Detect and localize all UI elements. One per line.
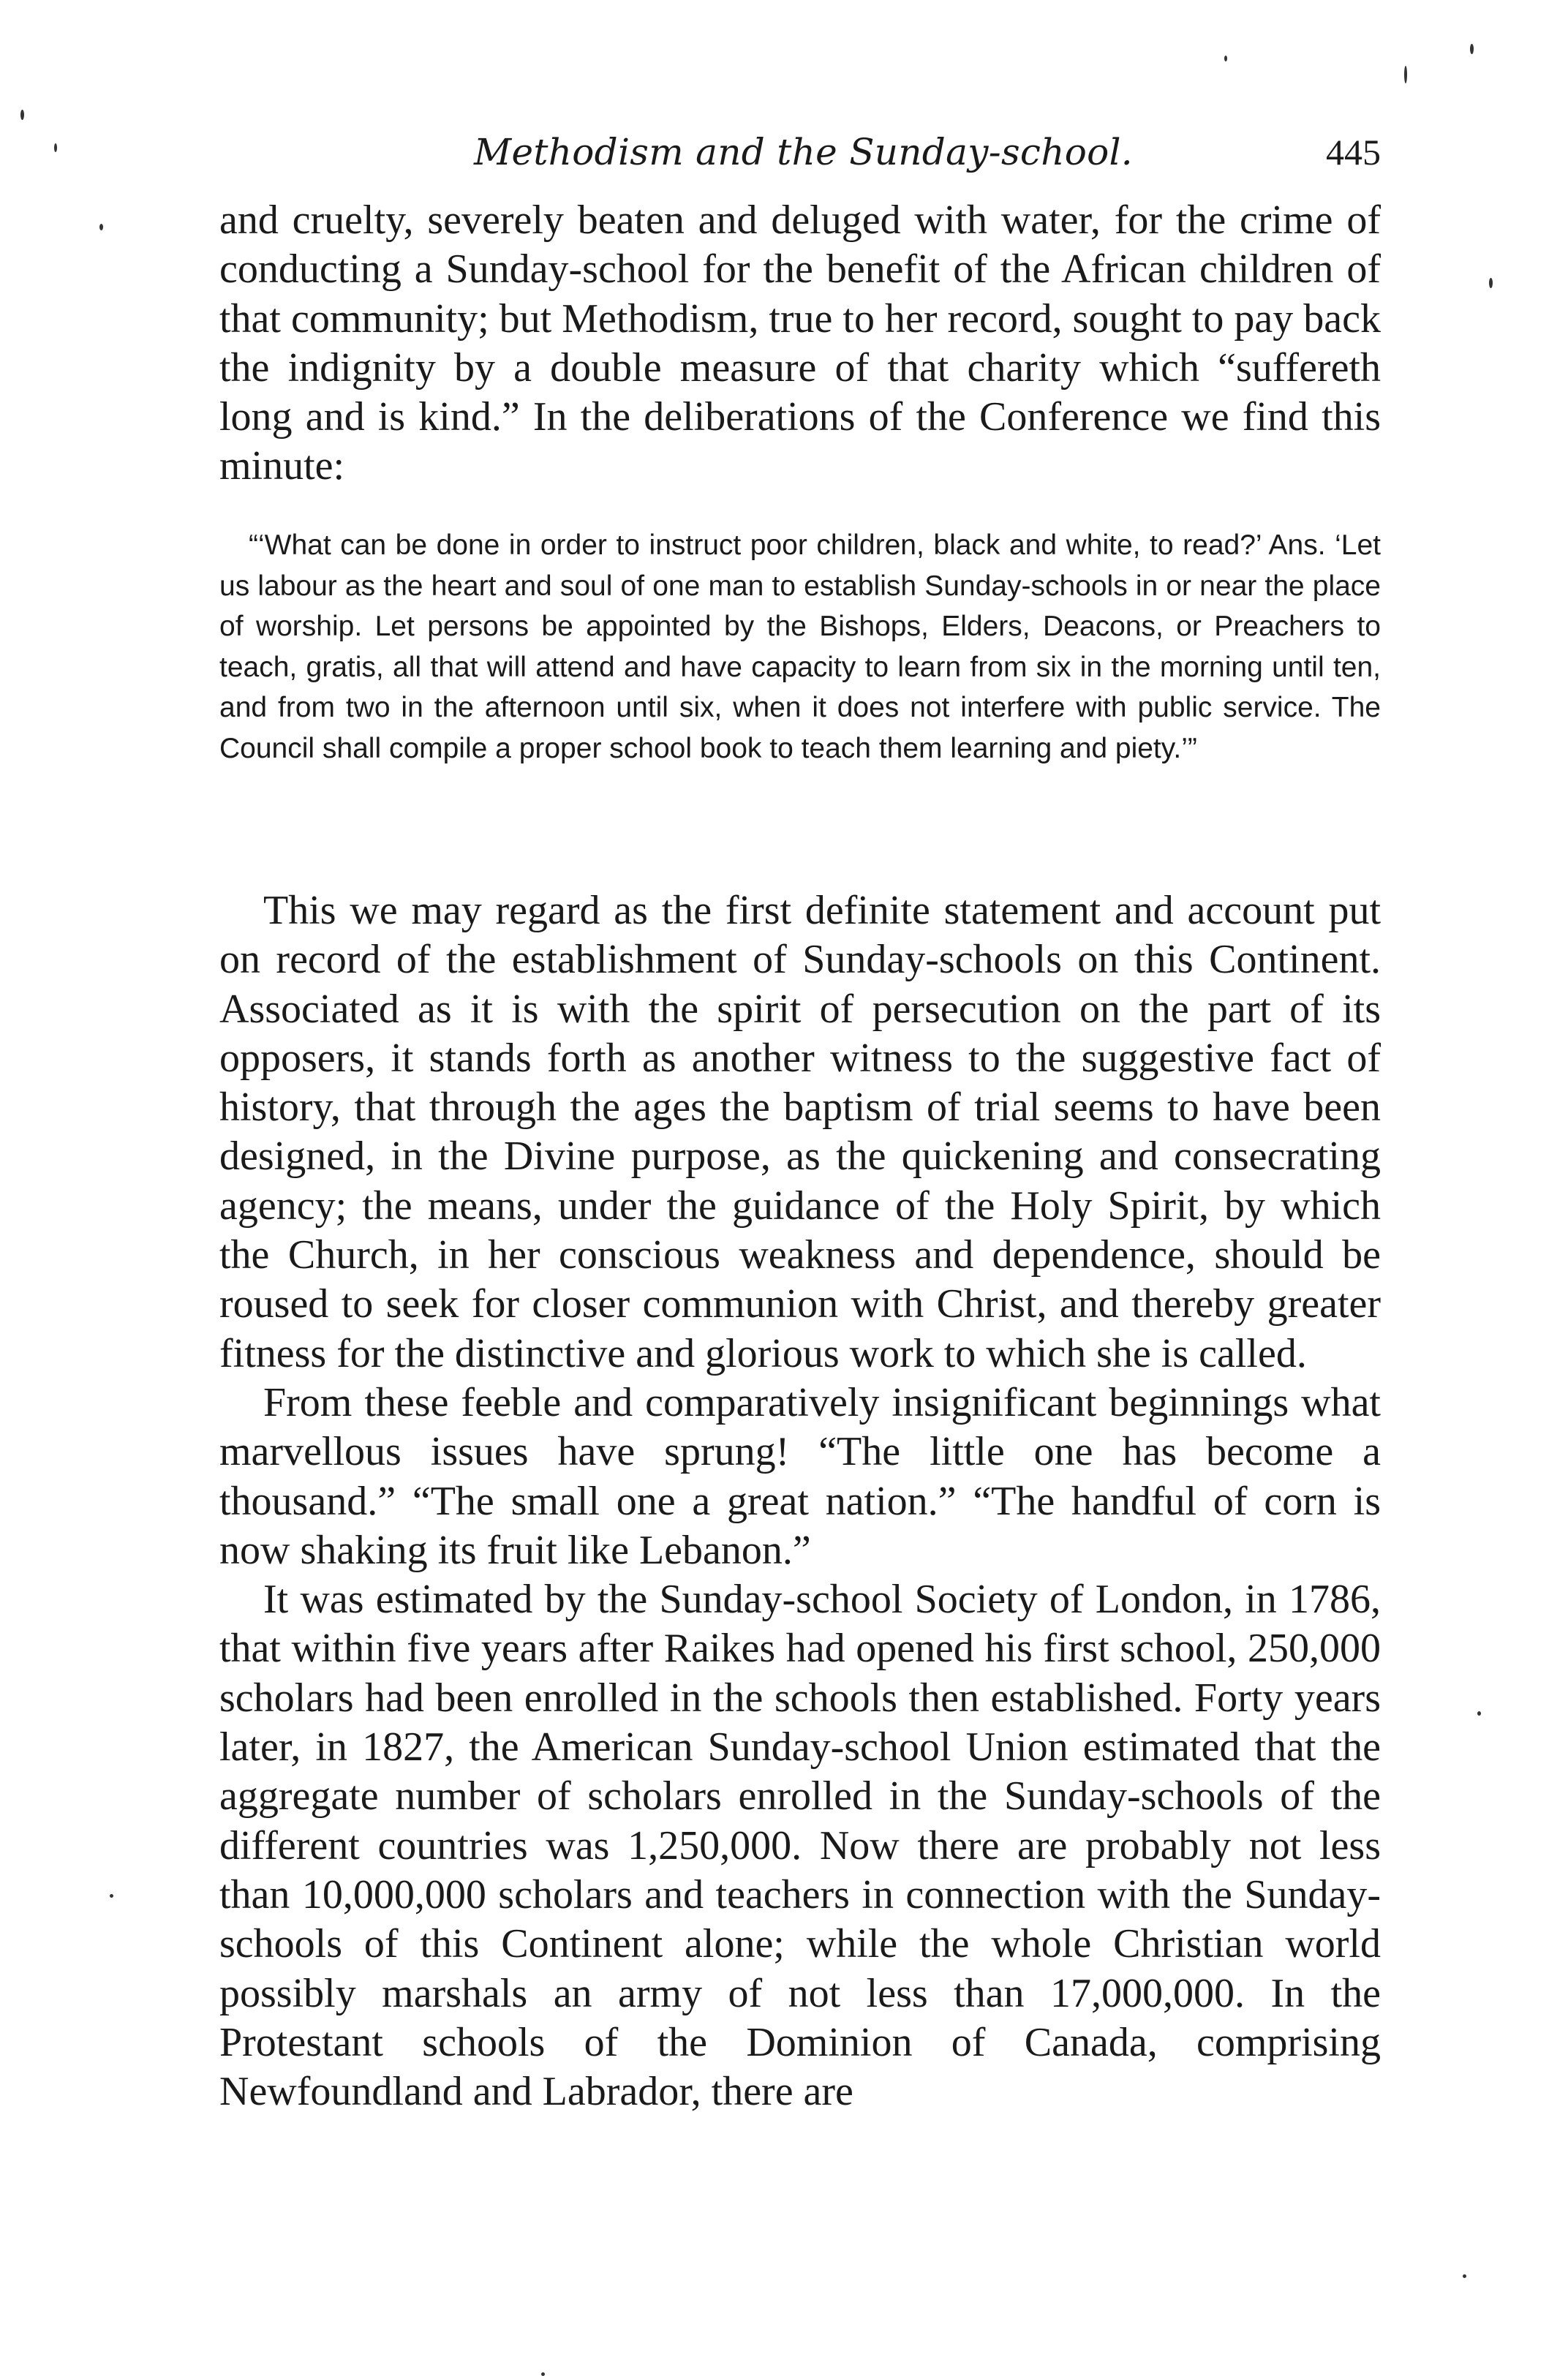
scan-speck bbox=[110, 1894, 113, 1898]
running-head bbox=[219, 123, 1381, 181]
scan-speck bbox=[1470, 44, 1474, 54]
scan-speck bbox=[1489, 278, 1493, 288]
paragraph-estimates: It was estimated by the Sunday-school Society of London, in 1786, that within five years after Raikes had opened his first school, 250,000 scholars had been enrolled in the schools then established. Forty years later, in 1827, the American Sunday-school Union estimated that the aggregate number of scholars enrolled in the Sunday-schools of the different countries was 1,250,000. Now there are probably not less than 10,000,000 scholars and teachers in connection with the Sunday-schools of this Continent alone; while the whole Christian world possibly marshals an army of not less than 17,000,000. In the Protestant schools of the Dominion of Canada, comprising Newfoundland and Labrador, there are bbox=[219, 1577, 1381, 2115]
paragraph-continued: and cruelty, severely beaten and deluged with water, for the crime of conducting a Sunday-school for the benefit of the African children of that community; but Methodism, true to her record, sought to pay back the indignity by a double measure of that charity which “suffereth long and is kind.” In the deliberations of the Conference we find this minute: bbox=[219, 197, 1381, 489]
scan-speck bbox=[1463, 2274, 1466, 2278]
scan-speck bbox=[20, 110, 24, 120]
scan-speck bbox=[1404, 66, 1407, 83]
paragraph-beginnings: From these feeble and comparatively insignificant beginnings what marvellous issues have sprung! “The little one has become a thousand.” “The small one a great nation.” “The handful of corn is now shaking its fruit like Lebanon.” bbox=[219, 1379, 1381, 1573]
paragraph-first-record: This we may regard as the first definite statement and account put on record of the establishment of Sunday-schools on this Continent. Associated as it is with the spirit of persecution on the part of its opposers, it stands forth as another witness to the suggestive fact of history, that through the ages the baptism of trial seems to have been designed, in the Divine purpose, as the quickening and consecrating agency; the means, under the guidance of the Holy Spirit, by which the Church, in her conscious weakness and dependence, should be roused to seek for closer communion with Christ, and thereby greater fitness for the distinctive and glorious work to which she is called. bbox=[219, 888, 1381, 1376]
running-title: Methodism and the Sunday-school. bbox=[474, 131, 1134, 173]
body-paragraphs bbox=[219, 886, 1381, 2116]
scan-speck bbox=[99, 224, 103, 230]
scan-speck bbox=[1477, 1711, 1481, 1716]
page-number: 445 bbox=[1326, 132, 1381, 173]
scan-speck bbox=[541, 2372, 545, 2376]
scan-speck bbox=[54, 143, 57, 152]
conference-minute-quotation: “‘What can be done in order to instruct poor children, black and white, to read?’ Ans. ‘Let us labour as the heart and soul of one man to establish Sunday-schools in or near the place of worship. Let persons be appointed by the Bishops, Elders, Deacons, or Preachers to teach, gratis, all that will attend and have capacity to learn from six in the morning until ten, and from two in the afternoon until six, when it does not interfere with public service. The Council shall compile a proper school book to teach them learning and piety.’” bbox=[219, 529, 1381, 764]
scan-speck bbox=[1224, 56, 1227, 61]
